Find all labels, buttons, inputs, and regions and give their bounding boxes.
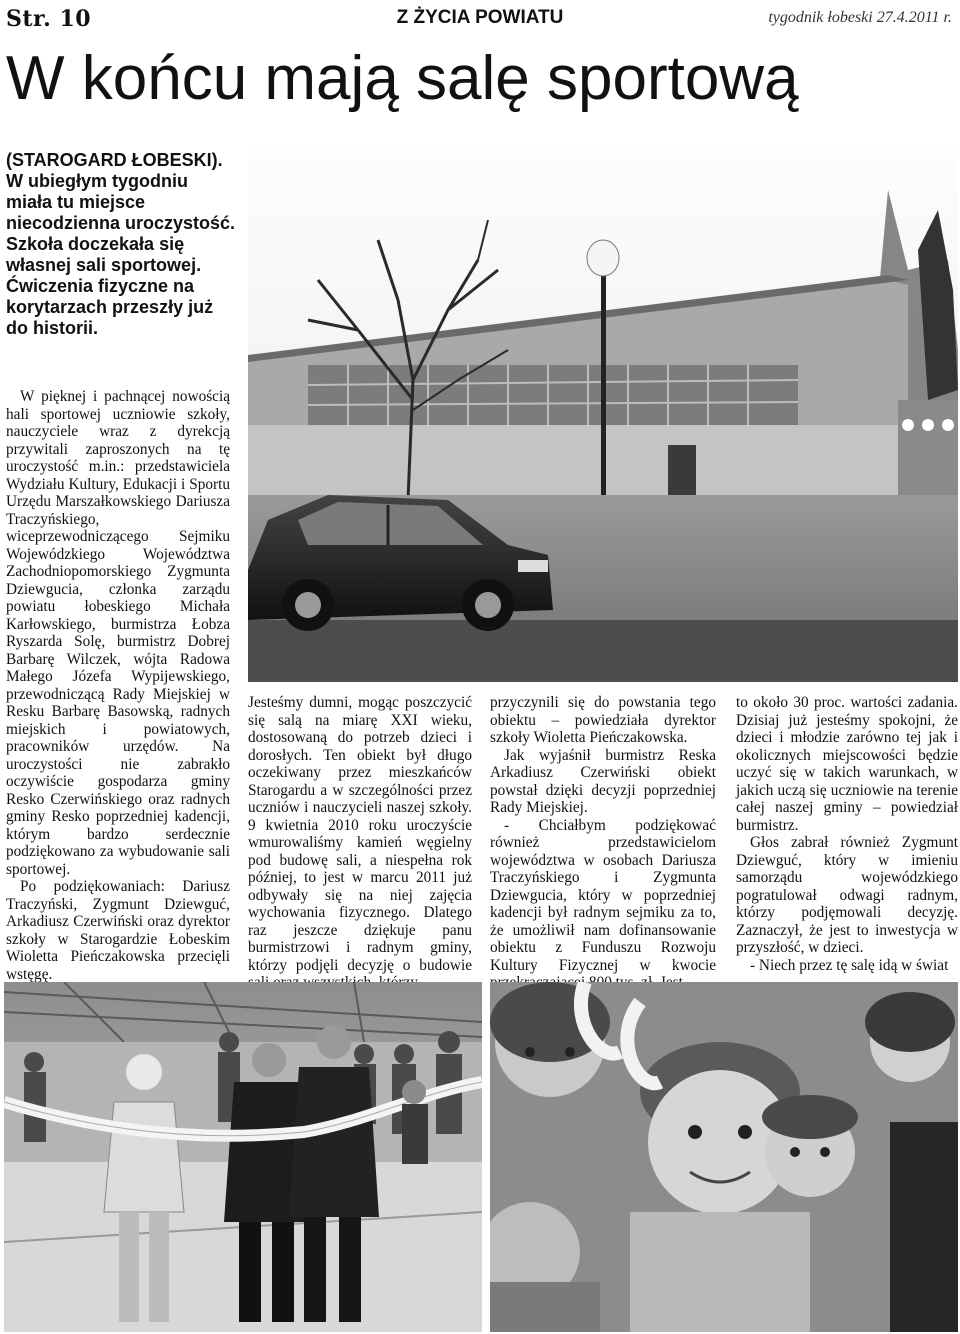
paragraph: Jesteśmy dumni, mogąc poszczycić się salą na miarę XXI wieku, dostosowaną do potrzeb dzieci i dorosłych. Ten obiekt był długo oczekiwany przez mieszkańców Starogardu a w szczególności przez uczniów i nauczycieli naszej szkoły. 9 kwietnia 2010 roku uroczyście wmurowaliśmy kamień węgielny pod budowę sali, a niespełna rok później, to jest w marcu 2011 już odbywały się na niej zajęcia wychowania fizycznego. Dlatego raz jeszcze dziękuje panu burmistrzowi i radnym gminy, którzy podjęli decyzję o budowie (248, 694, 472, 974)
paragraph: przyczynili się do powstania tego obiektu – powiedziała dyrektor szkoły Wioletta Pieńczakowska. (490, 694, 716, 746)
paragraph: to około 30 proc. wartości zadania. Dzisiaj już jesteśmy spokojni, że dzieci i młodzie zarówno tej jak i okolicznych miejscowości będzie uczyć się w takich warunkach, w jakich uczą się uczniowie na terenie całej naszej gminy – powiedział burmistrz. (736, 694, 958, 834)
paragraph: W pięknej i pachnącej nowością hali sportowej uczniowie szkoły, nauczyciele wraz z dyrekcją przywitali zaproszonych na tę uroczystość m.in.: przedstawiciela Wydziału Kultury, Edukacji i Sportu Urzędu Marszałkowskiego Dariusza Traczyńskiego, wiceprzewodniczącego Sejmiku Wojewódzkiego Województwa Zachodniopomorskiego Zygmunta Dziewgucia, członka zarządu powiatu łobeskiego Michała Karłowskiego, burmistrza Łobza Ryszarda Solę, burmistrz Dobrej Barbarę Wilczek, wójta Radowa Małego Józefa Wypijewskiego, przewodniczącą Rady Miejskiej w Resku Barbarę Basowską, radnych miejskich i powiatowych, pracowników urzędów. Na uroczystości nie zabrakło oczywiście gospodarza gminy Resko Czerwińskiego oraz radnych gminy Resko poprzedniej kadencji, którym bardzo serdecznie podziękowano za wybudowanie sali sportowej. (6, 388, 230, 878)
page-number: Str. 10 (6, 6, 92, 32)
headline: W końcu mają salę sportową (6, 44, 799, 113)
publication-date: tygodnik łobeski 27.4.2011 r. (768, 9, 952, 26)
section-title: Z ŻYCIA POWIATU (396, 7, 564, 28)
article-column-2 (248, 694, 472, 992)
sports-hall-photo (248, 150, 958, 682)
lead-paragraph: (STAROGARD ŁOBESKI). W ubiegłym tygodniu miała tu miejsce niecodzienna uroczystość. Szkoła doczekała się własnej sali sportowej. Ćwiczenia fizyczne na korytarzach przeszły już do historii. (6, 150, 236, 338)
article-column-4 (736, 694, 958, 974)
article-column-1 (6, 388, 230, 1018)
paragraph: - Chciałbym podziękować również przedstawicielom województwa w osobach Dariusza Traczyńskiego i Zygmunta Dziewgucia, który w poprzedniej kadencji był radnym sejmiku za to, że umożliwił nam dofinansowanie obiektu z Funduszu Rozwoju Kultury Fizycznej w kwocie (490, 816, 716, 974)
article-column-3 (490, 694, 716, 992)
paragraph: - Niech przez tę salę idą w świat (750, 956, 949, 974)
children-photo (490, 982, 958, 1332)
paragraph: Jak wyjaśnił burmistrz Reska Arkadiusz Czerwiński obiekt powstał dzięki decyzji poprzedniej Rady Miejskiej. (490, 746, 716, 816)
ribbon-cutting-photo (4, 982, 482, 1332)
page-header (0, 0, 960, 40)
paragraph: Głos zabrał również Zygmunt Dziewguć, który w imieniu samorządu wojewódzkiego pogratulował odwagi radnym, którzy podjęmowali decyzję. Zaznaczył, że jest to inwestycja w przyszłość, w dzieci. (736, 834, 958, 956)
paragraph: Po podziękowaniach: Dariusz Traczyński, Zygmunt Dziewguć, Arkadiusz Czerwiński oraz dyrektor szkoły w Starogardzie Łobeskim Wioletta Pieńczakowska przecięli wstęgę. (6, 878, 230, 983)
